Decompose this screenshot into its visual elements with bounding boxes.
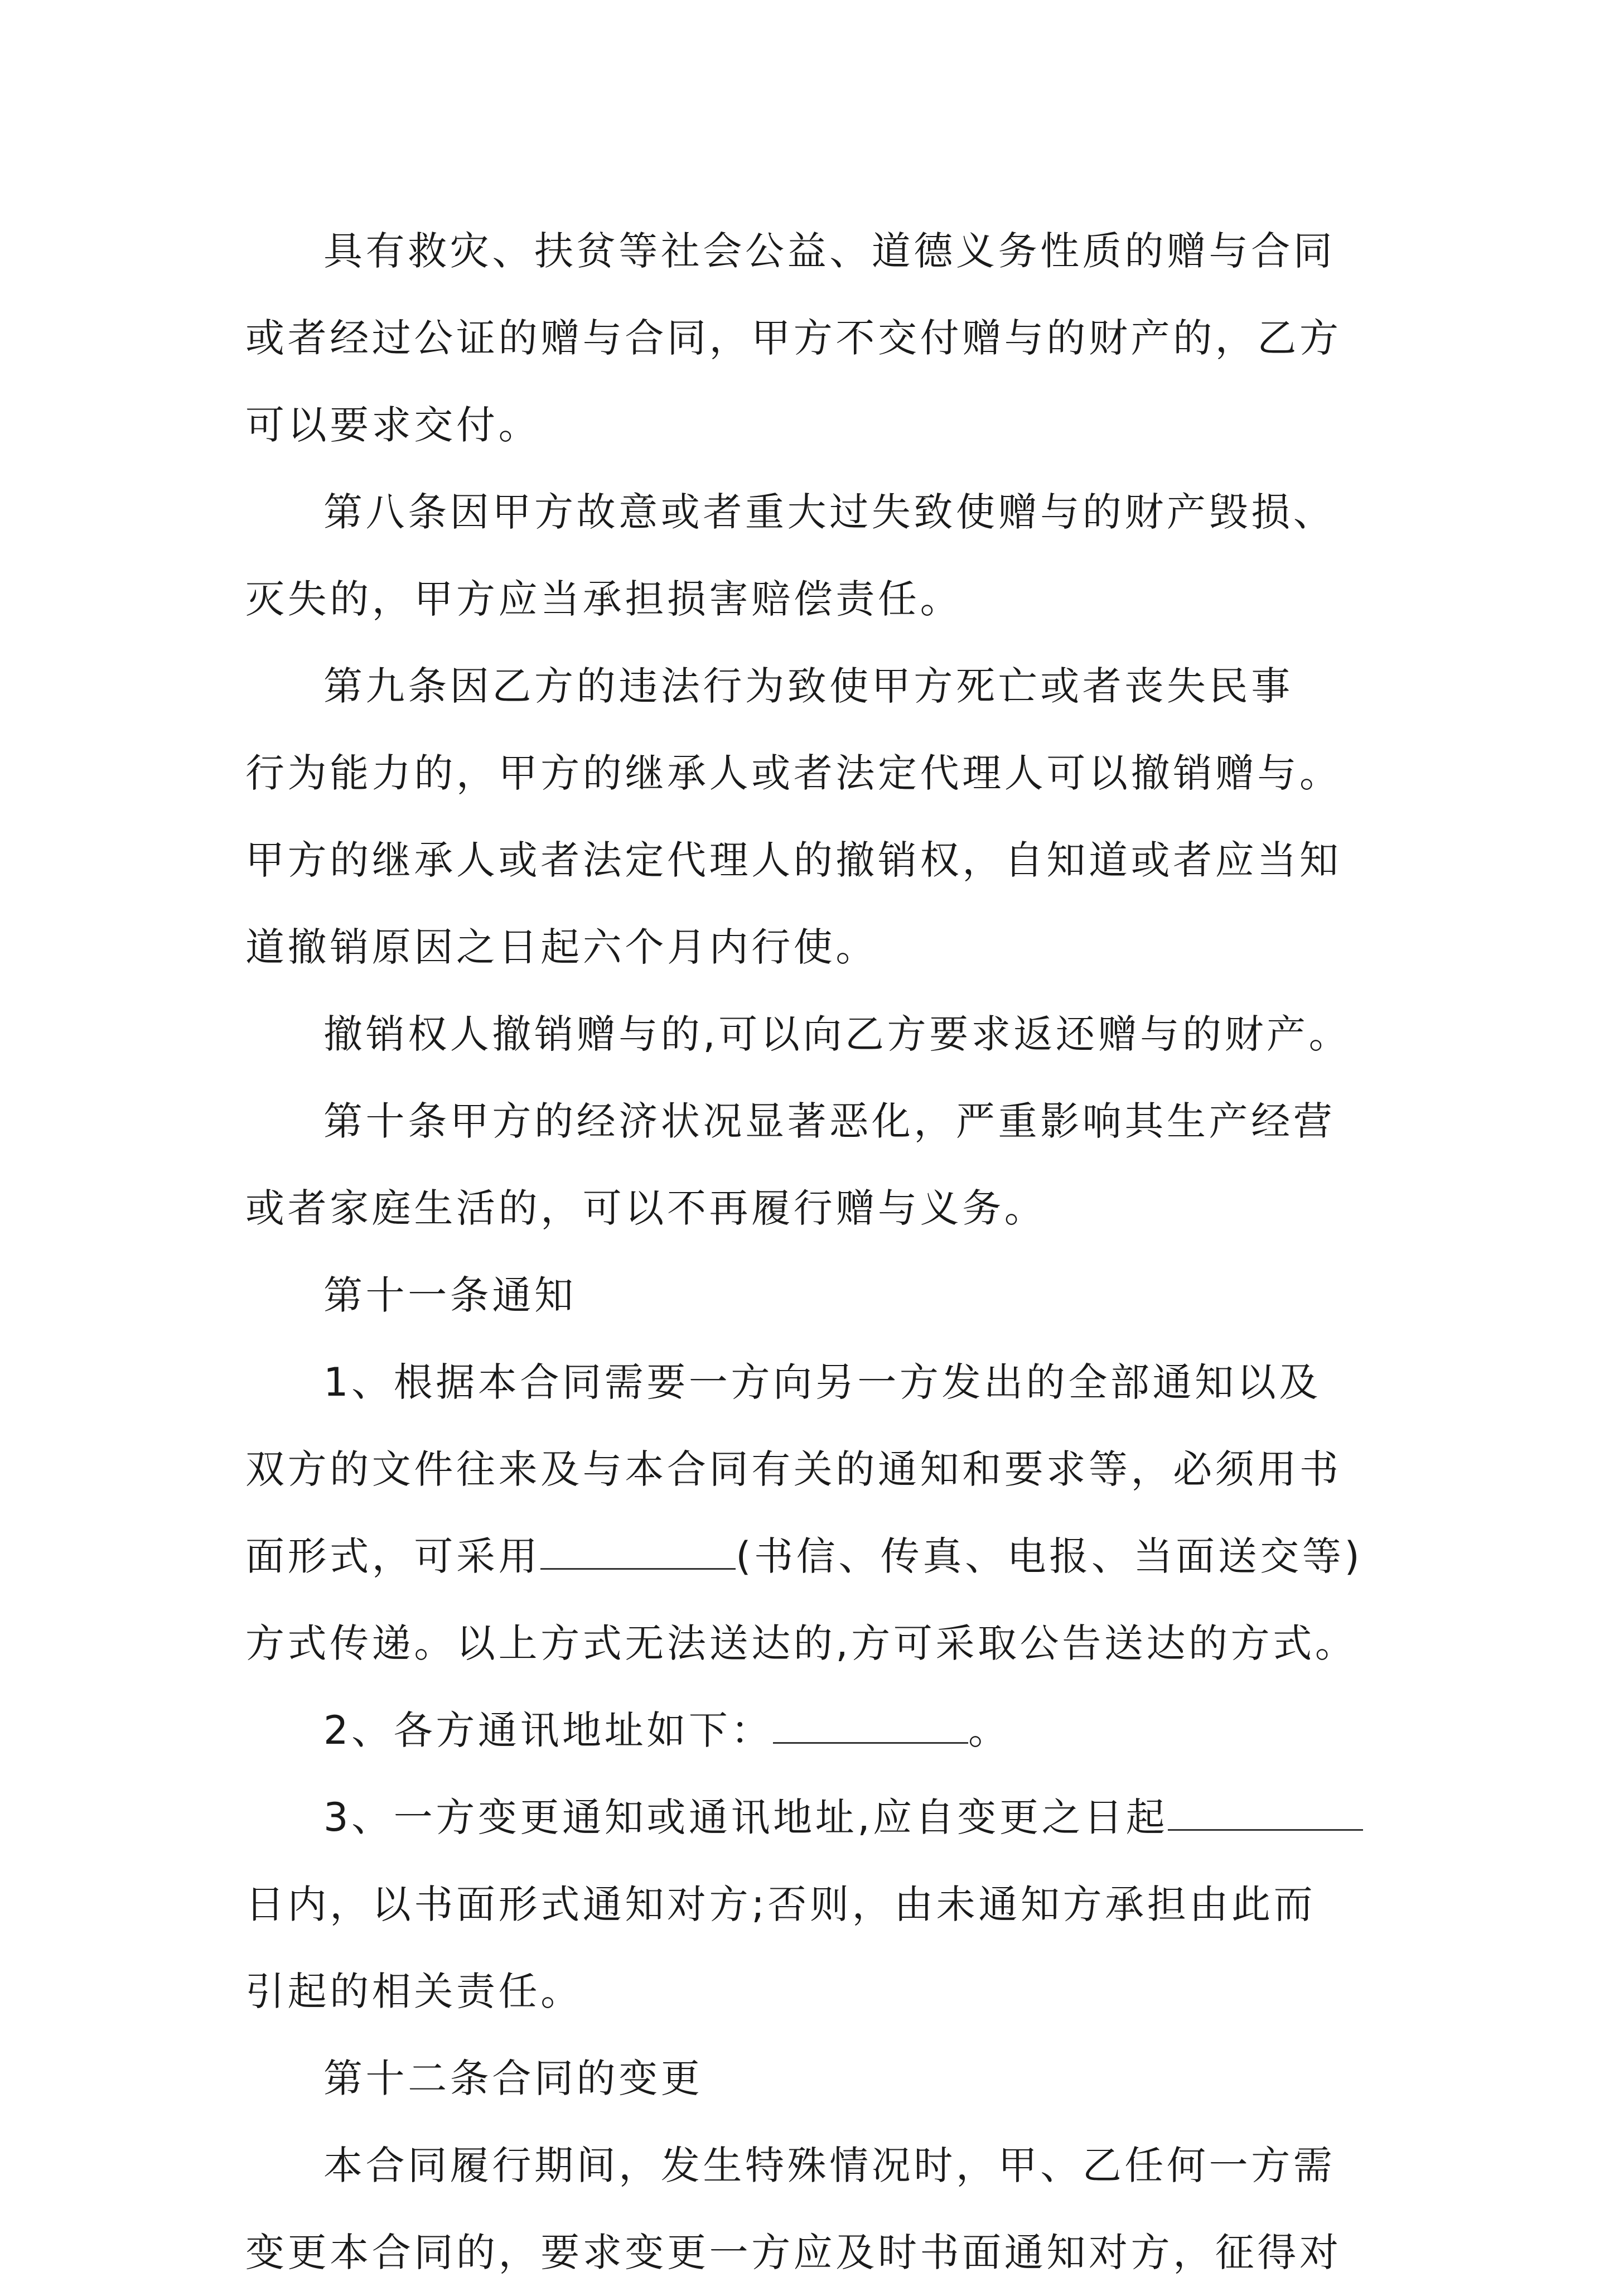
text-line: 灭失的，甲方应当承担损害赔偿责任。 — [245, 576, 963, 622]
text-line: 3、一方变更通知或通讯地址,应自变更之日起 — [323, 1795, 1168, 1840]
text-line: 面形式，可采用 — [245, 1533, 541, 1579]
text-line: 方式传递。以上方式无法送达的,方可采取公告送达的方式。 — [245, 1620, 1357, 1666]
article-12-heading — [245, 2035, 1383, 2122]
text-line: 2、各方通讯地址如下： — [323, 1707, 774, 1753]
text-line: 第八条因甲方故意或者重大过失致使赠与的财产毁损、 — [323, 489, 1336, 535]
text-line: 1、根据本合同需要一方向另一方发出的全部通知以及 — [323, 1359, 1321, 1405]
text-line: 行为能力的，甲方的继承人或者法定代理人可以撤销赠与。 — [245, 750, 1342, 796]
text-line: 双方的文件往来及与本合同有关的通知和要求等，必须用书 — [245, 1446, 1342, 1492]
paragraph-donation-public-welfare — [245, 208, 1383, 295]
text-line: 第十条甲方的经济状况显著恶化，严重影响其生产经营 — [323, 1098, 1336, 1144]
text-line: 可以要求交付。 — [245, 402, 541, 448]
paragraph-continuation — [245, 1948, 1383, 2035]
paragraph-continuation — [245, 904, 1383, 991]
contract-change-clause — [245, 2122, 1383, 2209]
paragraph-continuation — [245, 1600, 1383, 1687]
article-8 — [245, 469, 1383, 556]
fill-in-blank-address[interactable] — [773, 1703, 968, 1744]
article-10 — [245, 1078, 1383, 1165]
text-line: (书信、传真、电报、当面送交等) — [736, 1533, 1363, 1579]
notice-clause-1 — [245, 1339, 1383, 1426]
text-line: 或者家庭生活的，可以不再履行赠与义务。 — [245, 1185, 1047, 1231]
text-line: 或者经过公证的赠与合同，甲方不交付赠与的财产的，乙方 — [245, 315, 1342, 361]
article-11-heading — [245, 1252, 1383, 1339]
paragraph-continuation — [245, 1426, 1383, 1513]
paragraph-continuation — [245, 817, 1383, 904]
fill-in-blank-delivery-method[interactable] — [540, 1529, 736, 1570]
paragraph-continuation — [245, 295, 1383, 382]
text-line: 撤销权人撤销赠与的,可以向乙方要求返还赠与的财产。 — [323, 1011, 1351, 1057]
document-body — [245, 208, 1383, 2296]
paragraph-continuation — [245, 556, 1383, 643]
paragraph-continuation — [245, 1861, 1383, 1948]
text-line: 甲方的继承人或者法定代理人的撤销权，自知道或者应当知 — [245, 837, 1342, 883]
text-line: 引起的相关责任。 — [245, 1969, 583, 2014]
notice-clause-2 — [245, 1687, 1383, 1774]
paragraph-continuation — [245, 382, 1383, 469]
text-line: 变更本合同的，要求变更一方应及时书面通知对方，征得对 — [245, 2230, 1342, 2275]
text-line: 本合同履行期间，发生特殊情况时，甲、乙任何一方需 — [323, 2143, 1336, 2188]
paragraph-continuation — [245, 1165, 1383, 1252]
text-line: 道撤销原因之日起六个月内行使。 — [245, 924, 878, 970]
text-line: 。 — [968, 1707, 1011, 1753]
paragraph-continuation — [245, 1513, 1383, 1600]
fill-in-blank-days[interactable] — [1168, 1790, 1363, 1831]
article-9 — [245, 643, 1383, 730]
paragraph-continuation — [245, 730, 1383, 817]
text-line: 具有救灾、扶贫等社会公益、道德义务性质的赠与合同 — [323, 228, 1336, 274]
paragraph-revocation — [245, 991, 1383, 1078]
notice-clause-3 — [245, 1774, 1383, 1861]
heading-text: 第十二条合同的变更 — [323, 2056, 703, 2101]
text-line: 第九条因乙方的违法行为致使甲方死亡或者丧失民事 — [323, 663, 1293, 709]
heading-text: 第十一条通知 — [323, 1272, 577, 1318]
text-line: 日内，以书面形式通知对方;否则，由未通知方承担由此而 — [245, 1882, 1316, 1927]
